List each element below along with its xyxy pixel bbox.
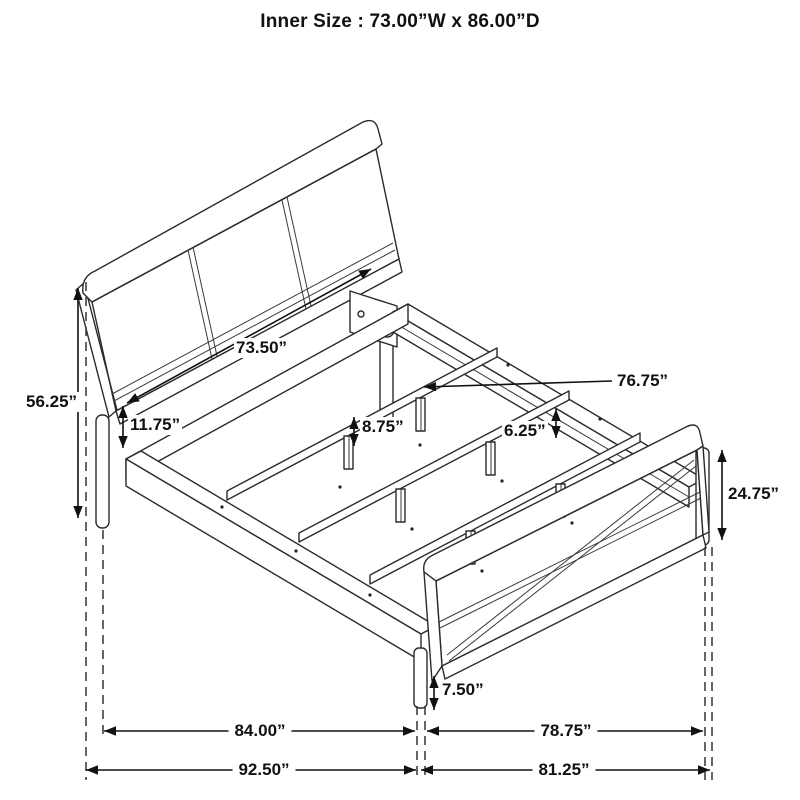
label-slat-support-height: 8.75” — [362, 417, 404, 436]
headboard-divider-1 — [188, 247, 217, 359]
front-rail-top — [126, 451, 436, 634]
label-footboard-leg-height: 7.50” — [442, 680, 484, 699]
headboard-top-rail — [83, 121, 382, 302]
diagram-title: Inner Size : 73.00”W x 86.00”D — [260, 11, 540, 32]
label-overall-width: 81.25” — [532, 760, 595, 780]
footboard-left-leg — [414, 648, 427, 708]
label-slat-area-length: 84.00” — [228, 721, 291, 741]
headboard-side-edge — [76, 283, 117, 417]
label-headboard-panel-width: 73.50” — [236, 338, 288, 357]
label-side-rail-height: 11.75” — [130, 415, 181, 434]
headboard-left-leg — [96, 415, 109, 528]
label-headboard-height: 56.25” — [26, 392, 78, 411]
headboard-divider-2 — [282, 197, 311, 309]
label-slat-length: 76.75” — [617, 371, 669, 390]
label-overall-depth: 92.50” — [232, 760, 295, 780]
slat-3 — [370, 433, 640, 584]
dim-line-headboard-width — [127, 269, 371, 403]
label-back-rail-height: 6.25” — [504, 421, 546, 440]
front-rail-face — [126, 459, 421, 661]
extension-lines — [86, 282, 712, 780]
label-footboard-height: 24.75” — [728, 484, 780, 503]
label-footboard-side-length: 78.75” — [534, 721, 597, 741]
